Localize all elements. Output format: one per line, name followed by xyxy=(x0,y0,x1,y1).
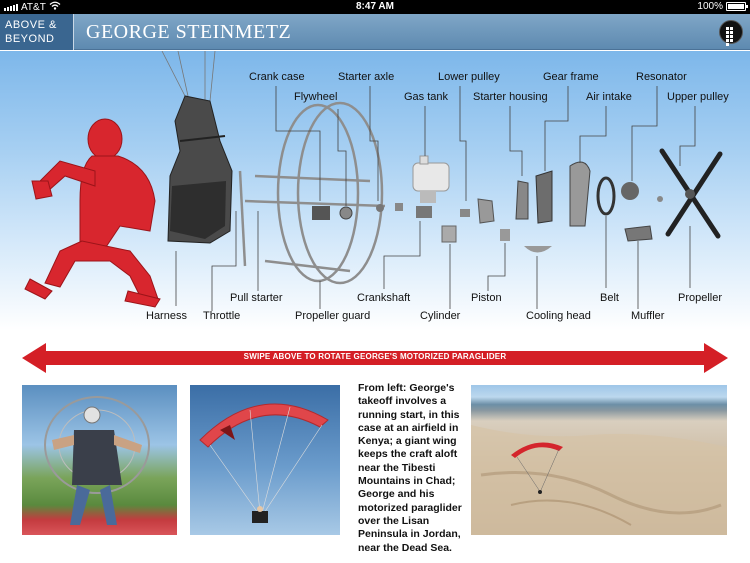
label-piston: Piston xyxy=(471,292,502,304)
label-gear-frame: Gear frame xyxy=(543,71,599,83)
label-starter-housing: Starter housing xyxy=(473,91,548,103)
label-cylinder: Cylinder xyxy=(420,310,461,322)
label-crankshaft: Crankshaft xyxy=(357,292,411,304)
status-bar xyxy=(0,0,750,14)
label-harness: Harness xyxy=(146,310,187,322)
photo-lisan-drawing xyxy=(471,385,727,535)
status-right xyxy=(697,1,746,12)
photo-takeoff-kenya[interactable] xyxy=(22,385,177,535)
magazine-logo[interactable] xyxy=(0,14,74,50)
pilot-figure xyxy=(25,119,160,307)
clock: 8:47 AM xyxy=(356,1,394,12)
label-flywheel: Flywheel xyxy=(294,91,338,103)
photo-lisan-peninsula[interactable] xyxy=(471,385,727,535)
photo-wing-drawing xyxy=(190,385,340,535)
exploded-paraglider-diagram[interactable] xyxy=(0,51,750,331)
app-header xyxy=(0,14,750,50)
harness-drawing xyxy=(168,96,232,243)
label-starter-axle: Starter axle xyxy=(338,71,395,83)
logo-line-2: BEYOND xyxy=(5,33,55,45)
photo-takeoff-drawing xyxy=(22,385,177,535)
suspension-lines xyxy=(162,51,215,101)
label-resonator: Resonator xyxy=(636,71,687,83)
swipe-instruction-text: SWIPE ABOVE TO ROTATE GEORGE'S MOTORIZED PARAGLIDER xyxy=(243,352,507,361)
propeller-guard-drawing xyxy=(240,103,385,283)
diagram-drawing xyxy=(0,51,750,331)
label-belt: Belt xyxy=(600,292,619,304)
grid-menu-button[interactable] xyxy=(719,20,743,44)
label-crank-case: Crank case xyxy=(249,71,305,83)
label-propeller-guard: Propeller guard xyxy=(295,310,371,322)
logo-line-1: ABOVE & xyxy=(5,19,57,31)
page-title: GEORGE STEINMETZ xyxy=(86,21,292,43)
carrier-name: AT&T xyxy=(21,1,46,13)
swipe-instruction-arrow xyxy=(22,343,728,373)
label-propeller: Propeller xyxy=(678,292,723,304)
label-gas-tank: Gas tank xyxy=(404,91,449,103)
battery-fill xyxy=(728,4,744,9)
label-lower-pulley: Lower pulley xyxy=(438,71,500,83)
battery-icon xyxy=(726,2,746,11)
grid-icon xyxy=(726,27,729,30)
battery-percent: 100% xyxy=(697,1,723,12)
label-cooling-head: Cooling head xyxy=(526,310,591,322)
label-pull-starter: Pull starter xyxy=(230,292,283,304)
photo-wing-chad[interactable] xyxy=(190,385,340,535)
label-air-intake: Air intake xyxy=(586,91,632,103)
label-upper-pulley: Upper pulley xyxy=(667,91,729,103)
engine-parts xyxy=(312,151,720,253)
photo-caption: From left: George's takeoff involves a running start, in this case at an airfield in Kenya; a giant wing keeps the craft aloft near the Tibesti Mountains in Chad; George and his motorized paraglider over the Lisan Peninsula in Jordan, near the Dead Sea. xyxy=(358,382,462,554)
label-throttle: Throttle xyxy=(203,310,241,322)
label-muffler: Muffler xyxy=(631,310,665,322)
